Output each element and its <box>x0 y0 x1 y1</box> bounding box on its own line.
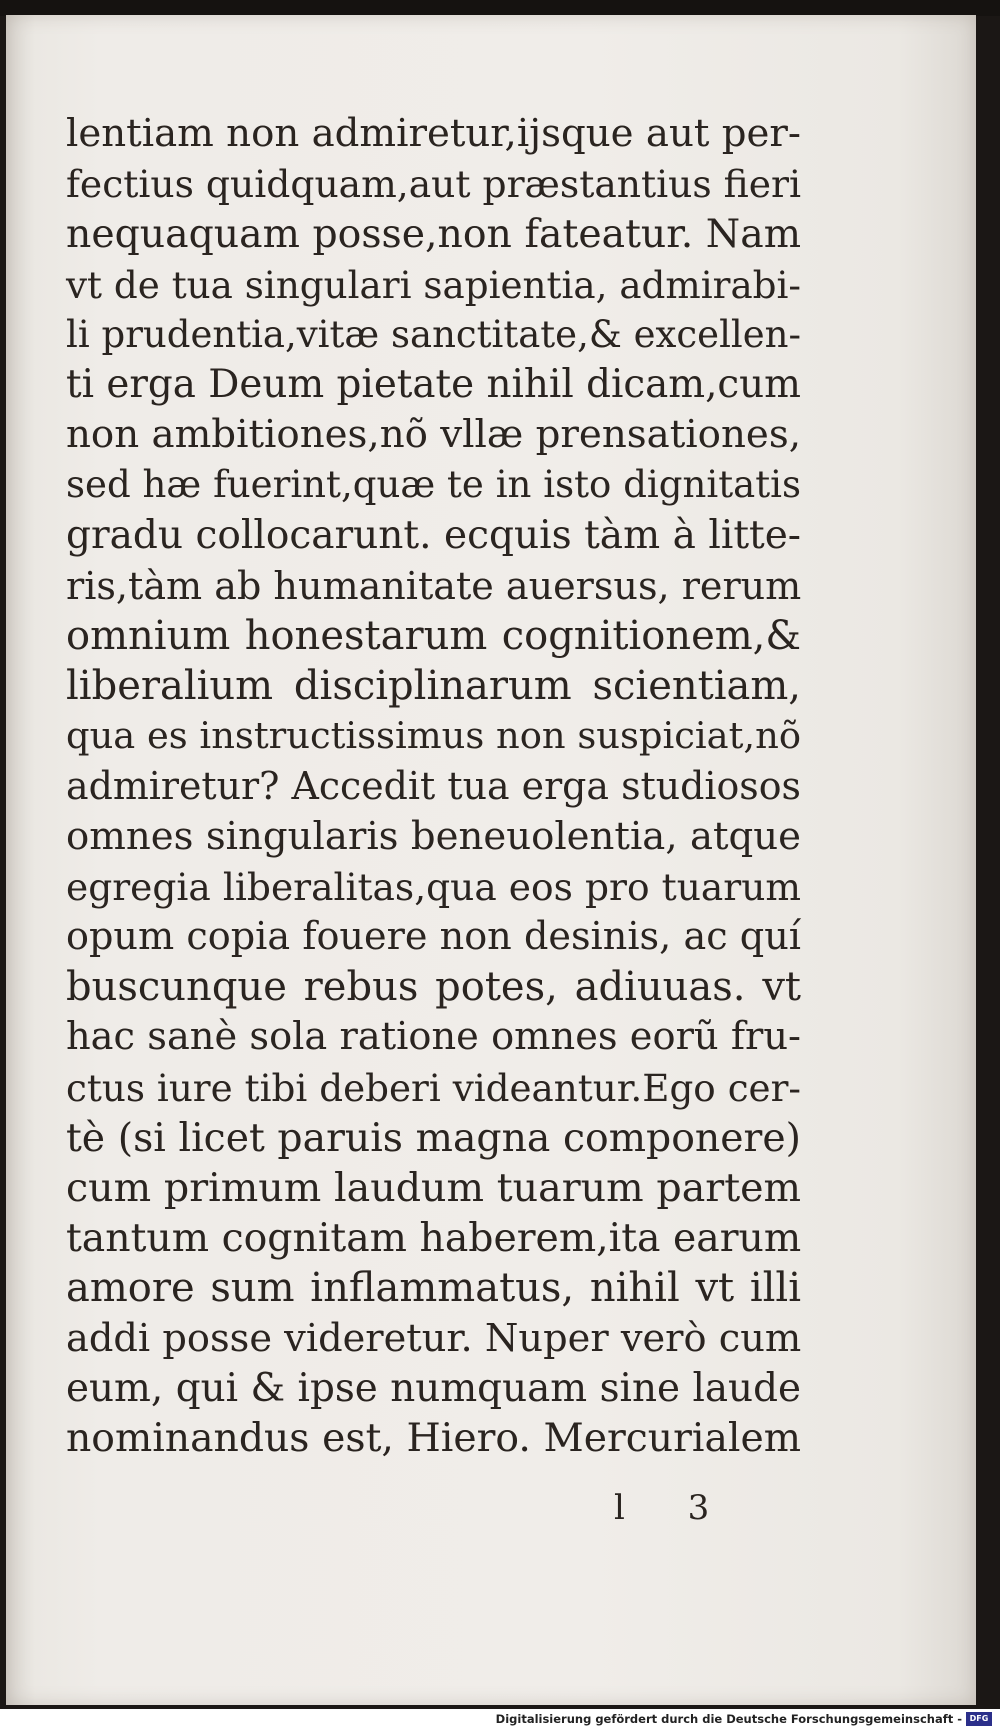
text-line: eum, qui & ipse numquam sine laude <box>66 1365 801 1411</box>
text-line: li prudentia,vitæ sanctitate,& excellen- <box>66 312 801 356</box>
text-line: gradu collocarunt. ecquis tàm à litte- <box>66 512 801 558</box>
text-line: lentiam non admiretur,ijsque aut per- <box>66 111 801 156</box>
text-line: cum primum laudum tuarum partem <box>66 1164 801 1211</box>
text-line: opum copia fouere non desinis, ac quí <box>66 915 801 959</box>
text-line: omnes singularis beneuolentia, atque <box>66 813 801 859</box>
text-line: non ambitiones,nõ vllæ prensationes, <box>66 412 802 458</box>
text-line: qua es instructissimus non suspiciat,nõ <box>66 714 801 758</box>
text-line: buscunque rebus potes, adiuuas. vt <box>66 964 801 1011</box>
text-line: ti erga Deum pietate nihil dicam,cum <box>66 361 801 407</box>
footer-credit: Digitalisierung gefördert durch die Deutsche Forschungsgemeinschaft - <box>495 1712 962 1726</box>
text-line: fectius quidquam,aut præstantius fieri <box>66 162 802 207</box>
text-line: ctus iure tibi deberi videantur.Ego cer- <box>66 1065 801 1110</box>
digitization-footer <box>0 1709 1000 1730</box>
text-line: admiretur? Accedit tua erga studiosos <box>66 764 801 809</box>
dfg-logo-icon: DFG <box>966 1712 992 1726</box>
body-text <box>66 109 801 1464</box>
signature-mark: l 3 <box>614 1488 736 1528</box>
text-line: tè (si licet paruis magna componere) <box>66 1114 801 1161</box>
scan-top-edge <box>0 0 1000 16</box>
text-line: amore sum inflammatus, nihil vt illi <box>66 1265 801 1312</box>
text-line: liberalium disciplinarum scientiam, <box>66 663 801 710</box>
text-line: hac sanè sola ratione omnes eorũ fru- <box>66 1014 801 1060</box>
text-line: tantum cognitam haberem,ita earum <box>66 1215 802 1262</box>
text-line: addi posse videretur. Nuper verò cum <box>66 1315 802 1361</box>
text-line: omnium honestarum cognitionem,& <box>66 612 801 659</box>
text-line: vt de tua singulari sapientia, admirabi- <box>66 262 801 307</box>
text-line: nequaquam posse,non fateatur. Nam <box>66 211 801 258</box>
text-line: ris,tàm ab humanitate auersus, rerum <box>66 563 802 608</box>
text-line: nominandus est, Hiero. Mercurialem <box>66 1415 801 1461</box>
text-line: egregia liberalitas,qua eos pro tuarum <box>66 864 801 909</box>
text-line: sed hæ fuerint,quæ te in isto dignitatis <box>66 463 801 507</box>
